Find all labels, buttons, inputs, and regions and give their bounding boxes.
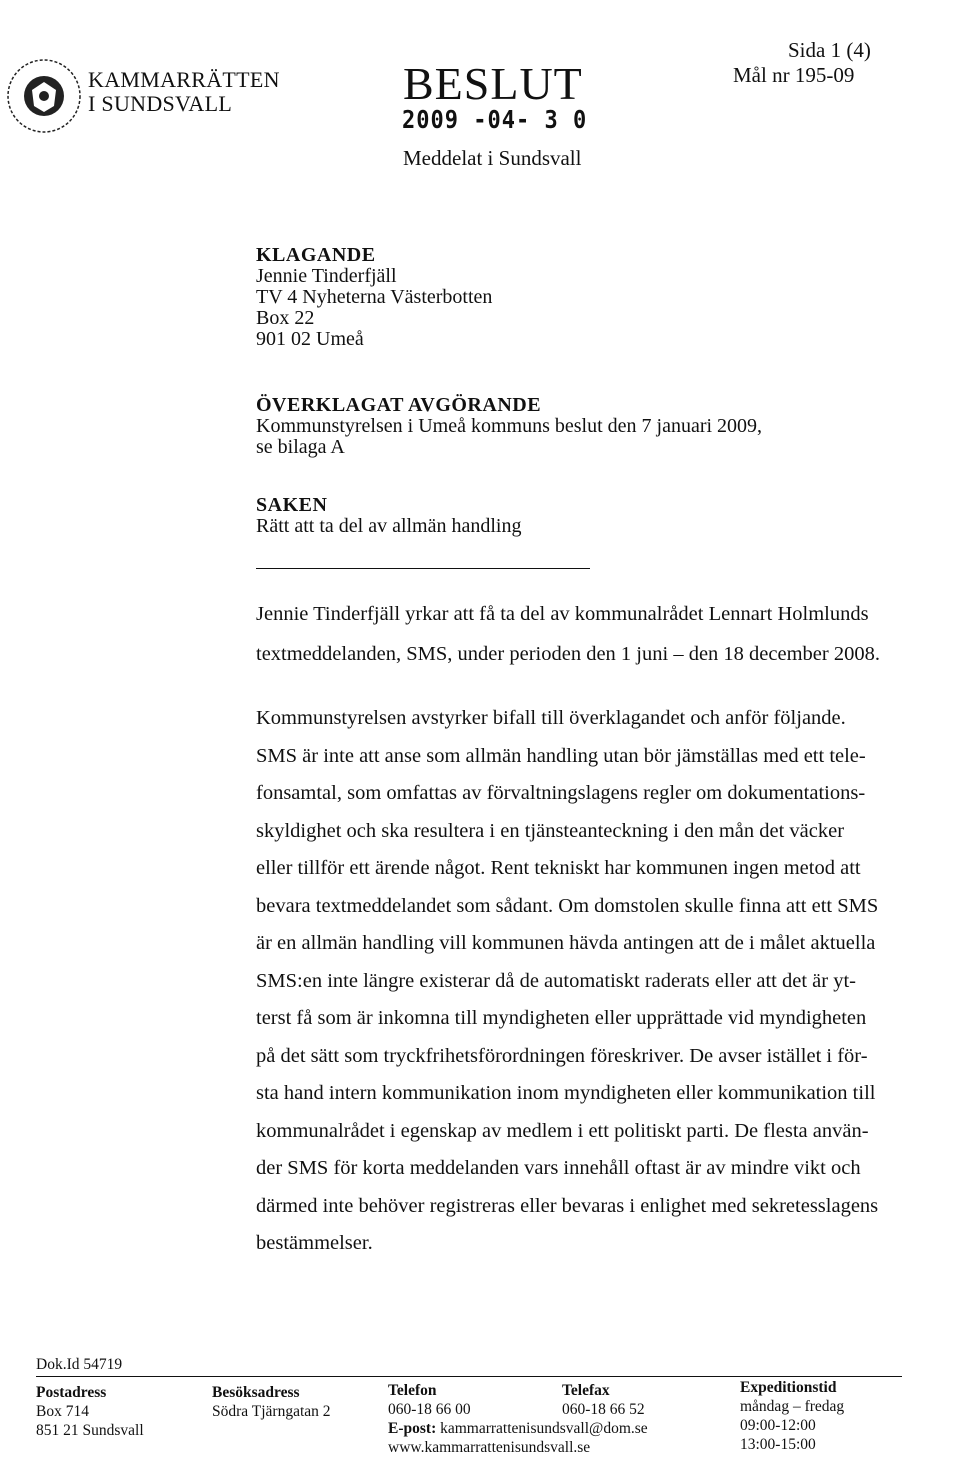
body-line: eller tillför ett ärende något. Rent tekniskt har kommunen ingen metod att [256,857,861,879]
court-seal-logo [4,56,84,136]
footer-postadress [36,1383,144,1440]
footer-value: Box 714 [36,1403,89,1420]
doc-id: Dok.Id 54719 [36,1356,123,1373]
body-line: fonsamtal, som omfattas av förvaltningslagens regler om dokumentations- [256,782,866,804]
saken-section [256,495,521,537]
body-line: Jennie Tinderfjäll yrkar att få ta del av kommunalrådet Lennart Holmlunds [256,603,869,625]
section-heading: ÖVERKLAGAT AVGÖRANDE [256,394,542,416]
footer-email-row [388,1419,648,1457]
klagande-section [256,245,492,350]
court-name-line1: KAMMARRÄTTEN [88,67,280,92]
paragraph-response [256,700,916,1263]
footer-value: 060-18 66 00 [388,1401,471,1418]
footer-divider [36,1376,902,1377]
body-line: textmeddelanden, SMS, under perioden den 1 juni – den 18 december 2008. [256,643,880,665]
date-stamp: 2009 -04- 3 0 [402,106,588,135]
email-link[interactable]: kammarrattenisundsvall@dom.se [440,1420,648,1437]
body-line: der SMS för korta meddelanden vars innehåll oftast är av mindre vikt och [256,1157,861,1179]
footer-label: Besöksadress [212,1384,300,1401]
body-line: Kommunstyrelsen avstyrker bifall till överklagandet och anför följande. [256,707,846,729]
footer-value: 851 21 Sundsvall [36,1422,144,1439]
klagande-line: 901 02 Umeå [256,328,364,350]
body-line: sta hand intern kommunikation inom myndigheten eller kommunikation till [256,1082,876,1104]
klagande-line: Jennie Tinderfjäll [256,265,397,287]
section-heading: KLAGANDE [256,244,376,266]
footer-telefax [562,1381,645,1419]
footer-label: Telefax [562,1382,610,1399]
body-line: bevara textmeddelandet som sådant. Om domstolen skulle finna att ett SMS [256,894,879,917]
document-type: BESLUT [403,58,583,109]
footer-label: E-post: [388,1420,437,1437]
body-line: kommunalrådet i egenskap av medlem i ett politiskt parti. De flesta använ- [256,1119,869,1142]
page-number: Sida 1 (4) [788,38,871,62]
court-name-line2: I SUNDSVALL [88,91,233,116]
footer-value: 13:00-15:00 [740,1436,816,1453]
footer-besoksadress [212,1383,331,1421]
footer-value: måndag – fredag [740,1398,845,1415]
overklagat-line: se bilaga A [256,436,345,458]
body-line: därmed inte behöver registreras eller bevaras i enlighet med sekretesslagens [256,1194,879,1217]
body-line: på det sätt som tryckfrihetsförordningen föreskriver. De avser istället i för- [256,1044,868,1067]
court-name [88,68,280,116]
case-number: Mål nr 195-09 [733,63,855,87]
klagande-line: Box 22 [256,307,315,329]
body-line: SMS är inte att anse som allmän handling utan bör jämställas med ett tele- [256,744,866,767]
overklagat-line: Kommunstyrelsen i Umeå kommuns beslut den 7 januari 2009, [256,415,763,437]
body-line: bestämmelser. [256,1232,373,1254]
website-link[interactable]: www.kammarrattenisundsvall.se [388,1439,591,1456]
footer-label: Postadress [36,1384,107,1401]
klagande-line: TV 4 Nyheterna Västerbotten [256,286,493,308]
footer-expeditionstid [740,1378,844,1454]
body-line: SMS:en inte längre existerar då de automatiskt raderats eller att det är yt- [256,969,856,992]
issued-location: Meddelat i Sundsvall [403,146,582,170]
footer-value: Södra Tjärngatan 2 [212,1403,331,1420]
body-line: terst få som är inkomna till myndigheten eller upprättade vid myndigheten [256,1007,867,1029]
body-line: skyldighet och ska resultera i en tjänsteanteckning i den mån det väcker [256,819,845,842]
body-line: är en allmän handling vill kommunen hävda antingen att de i målet aktuella [256,932,876,954]
overklagat-section [256,395,762,458]
saken-line: Rätt att ta del av allmän handling [256,515,522,537]
footer-label: Telefon [388,1382,437,1399]
footer-value: 060-18 66 52 [562,1401,645,1418]
paragraph-claim [256,594,916,674]
footer-telefon [388,1381,471,1419]
section-heading: SAKEN [256,494,328,516]
section-divider [256,568,590,569]
footer-value: 09:00-12:00 [740,1417,816,1434]
footer-label: Expeditionstid [740,1379,837,1396]
